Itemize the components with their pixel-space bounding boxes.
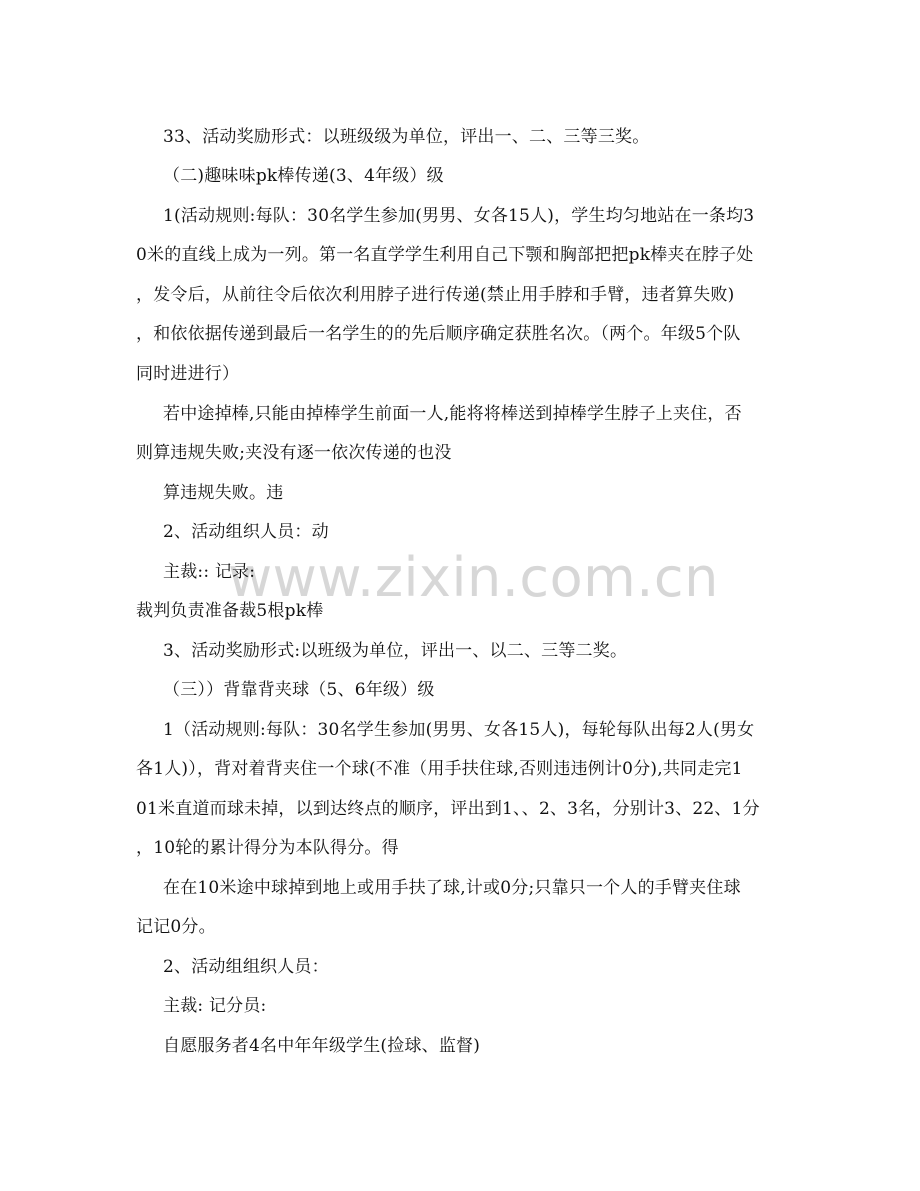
text-line-12: 主裁:: 记录: bbox=[163, 562, 256, 582]
section-heading-2: （二)趣味味pk棒传递(3、4年级）级 bbox=[163, 166, 444, 186]
text-line-9: 则算违规失败;夹没有逐一依次传递的也没 bbox=[136, 443, 452, 463]
text-line-4: 0米的直线上成为一列。第一名直学学生利用自己下颚和胸部把把pk棒夹在脖子处 bbox=[136, 245, 754, 265]
text-line-3: 1(活动规则:每队：30名学生参加(男男、女各15人)，学生均匀地站在一条均3 bbox=[163, 206, 755, 226]
text-line-7: 同时进进行） bbox=[136, 364, 240, 384]
text-line-17: 各1人)），背对着背夹住一个球(不准（用手扶住球,否则违违例计0分),共同走完1 bbox=[136, 759, 743, 779]
text-line-21: 记记0分。 bbox=[136, 917, 216, 937]
text-line-11: 2、活动组织人员：动 bbox=[163, 522, 329, 542]
section-heading-3: （三））背靠背夹球（5、6年级）级 bbox=[163, 680, 435, 700]
text-line-24: 自愿服务者4名中年年级学生(捡球、监督) bbox=[163, 1036, 481, 1056]
text-line-19: ，10轮的累计得分为本队得分。得 bbox=[136, 838, 399, 858]
text-line-23: 主裁: 记分员: bbox=[163, 996, 267, 1016]
text-line-14: 3、活动奖励形式:以班级为单位，评出一、以二、三等二奖。 bbox=[163, 641, 628, 661]
text-line-5: ，发令后，从前往令后依次利用脖子进行传递(禁止用手脖和手臂，违者算失败) bbox=[136, 285, 735, 305]
text-line-1: 33、活动奖励形式：以班级级为单位，评出一、二、三等三奖。 bbox=[163, 127, 650, 147]
text-line-10: 算违规失败。违 bbox=[163, 483, 284, 503]
watermark-text: www.zixin.com.cn bbox=[228, 546, 719, 609]
text-line-6: ，和依依据传递到最后一名学生的的先后顺序确定获胜名次。（两个。年级5个队 bbox=[136, 324, 741, 344]
text-line-13: 裁判负责准备裁5根pk棒 bbox=[136, 601, 324, 621]
text-line-20: 在在10米途中球掉到地上或用手扶了球,计或0分;只靠只一个人的手臂夹住球 bbox=[163, 878, 741, 898]
text-line-8: 若中途掉棒,只能由掉棒学生前面一人,能将将棒送到掉棒学生脖子上夹住，否 bbox=[163, 404, 742, 424]
text-line-22: 2、活动组组织人员： bbox=[163, 957, 329, 977]
text-line-18: 01米直道而球未掉，以到达终点的顺序，评出到1、、2、3名，分别计3、22、1分 bbox=[136, 799, 760, 819]
text-line-16: 1（活动规则:每队：30名学生参加(男男、女各15人)，每轮每队出每2人(男女 bbox=[163, 720, 755, 740]
